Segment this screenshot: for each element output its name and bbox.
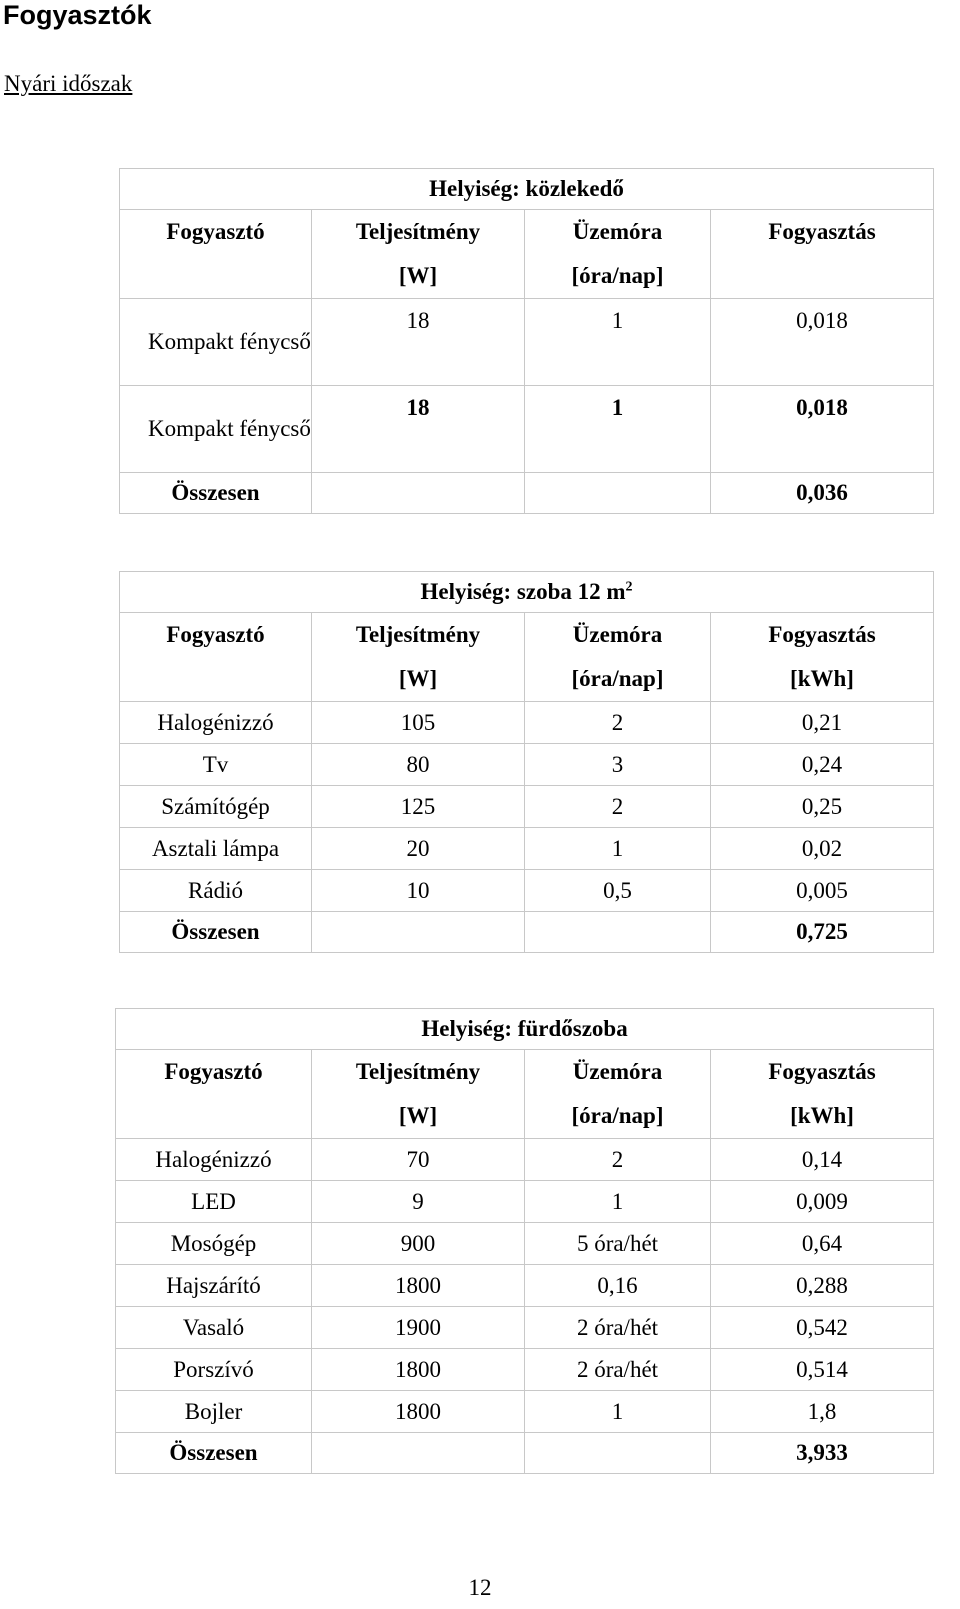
cell-power: 1800 (312, 1391, 525, 1433)
cell-name: Porszívó (116, 1349, 312, 1391)
header-power: Teljesítmény [W] (312, 613, 525, 702)
cell-power: 125 (312, 786, 525, 828)
cell-consumption: 0,514 (711, 1349, 934, 1391)
table-row (116, 1307, 934, 1349)
header-hours: Üzemóra [óra/nap] (525, 210, 711, 299)
table-row (120, 702, 934, 744)
cell-power: 20 (312, 828, 525, 870)
cell-name: Bojler (116, 1391, 312, 1433)
cell-hours: 3 (525, 744, 711, 786)
cell-power: 105 (312, 702, 525, 744)
header-consumer: Fogyasztó (120, 210, 312, 299)
consumption-table-room (119, 571, 934, 953)
cell-consumption: 0,24 (711, 744, 934, 786)
header-power: Teljesítmény [W] (312, 1050, 525, 1139)
header-consumer: Fogyasztó (120, 613, 312, 702)
cell-name: Számítógép (120, 786, 312, 828)
table-row (116, 1181, 934, 1223)
cell-power: 1800 (312, 1265, 525, 1307)
cell-hours: 2 (525, 1139, 711, 1181)
total-value: 0,725 (711, 912, 934, 953)
cell-name: Halogénizzó (116, 1139, 312, 1181)
cell-consumption: 0,21 (711, 702, 934, 744)
cell-consumption: 0,005 (711, 870, 934, 912)
header-hours: Üzemóra [óra/nap] (525, 613, 711, 702)
cell-consumption: 0,25 (711, 786, 934, 828)
cell-hours: 1 (525, 386, 711, 473)
cell-consumption: 0,542 (711, 1307, 934, 1349)
header-consumption: Fogyasztás [kWh] (711, 1050, 934, 1139)
room-title: Helyiség: fürdőszoba (116, 1009, 934, 1050)
total-label: Összesen (120, 912, 312, 953)
cell-power: 80 (312, 744, 525, 786)
table-row (120, 386, 934, 473)
cell-hours: 2 óra/hét (525, 1307, 711, 1349)
cell-name: Vasaló (116, 1307, 312, 1349)
total-label: Összesen (116, 1433, 312, 1474)
header-consumer: Fogyasztó (116, 1050, 312, 1139)
cell-consumption: 0,64 (711, 1223, 934, 1265)
table-row (116, 1265, 934, 1307)
cell-name: Mosógép (116, 1223, 312, 1265)
cell-hours: 0,5 (525, 870, 711, 912)
cell-name: Tv (120, 744, 312, 786)
cell-consumption: 0,009 (711, 1181, 934, 1223)
cell-consumption: 0,018 (711, 386, 934, 473)
table-row (116, 1223, 934, 1265)
cell-power: 9 (312, 1181, 525, 1223)
header-power: Teljesítmény [W] (312, 210, 525, 299)
cell-hours: 2 (525, 702, 711, 744)
cell-name: Asztali lámpa (120, 828, 312, 870)
total-row (116, 1433, 934, 1474)
consumption-table-hallway (119, 168, 934, 514)
cell-consumption: 0,288 (711, 1265, 934, 1307)
total-label: Összesen (120, 473, 312, 514)
header-consumption: Fogyasztás (711, 210, 934, 299)
cell-hours: 1 (525, 828, 711, 870)
cell-hours: 1 (525, 1181, 711, 1223)
cell-consumption: 0,018 (711, 299, 934, 386)
table-row (120, 299, 934, 386)
cell-power: 900 (312, 1223, 525, 1265)
cell-name: Kompakt fénycső (120, 386, 312, 473)
section-subtitle: Nyári időszak (4, 71, 133, 96)
cell-hours: 0,16 (525, 1265, 711, 1307)
cell-power: 18 (312, 299, 525, 386)
cell-consumption: 1,8 (711, 1391, 934, 1433)
cell-consumption: 0,02 (711, 828, 934, 870)
total-value: 3,933 (711, 1433, 934, 1474)
cell-consumption: 0,14 (711, 1139, 934, 1181)
table-row (116, 1349, 934, 1391)
cell-hours: 5 óra/hét (525, 1223, 711, 1265)
page-number: 12 (468, 1575, 492, 1600)
total-row (120, 473, 934, 514)
cell-hours: 1 (525, 299, 711, 386)
total-row (120, 912, 934, 953)
cell-power: 1900 (312, 1307, 525, 1349)
cell-power: 18 (312, 386, 525, 473)
page-title: Fogyasztók (3, 0, 152, 30)
cell-hours: 1 (525, 1391, 711, 1433)
cell-name: Hajszárító (116, 1265, 312, 1307)
cell-name: LED (116, 1181, 312, 1223)
consumption-table-bathroom (115, 1008, 934, 1474)
table-row (120, 744, 934, 786)
cell-hours: 2 (525, 786, 711, 828)
cell-power: 70 (312, 1139, 525, 1181)
table-row (120, 870, 934, 912)
cell-power: 1800 (312, 1349, 525, 1391)
header-hours: Üzemóra [óra/nap] (525, 1050, 711, 1139)
table-row (116, 1139, 934, 1181)
header-consumption: Fogyasztás [kWh] (711, 613, 934, 702)
table-row (120, 786, 934, 828)
cell-name: Kompakt fénycső (120, 299, 312, 386)
table-row (120, 828, 934, 870)
total-value: 0,036 (711, 473, 934, 514)
cell-name: Halogénizzó (120, 702, 312, 744)
table-row (116, 1391, 934, 1433)
cell-name: Rádió (120, 870, 312, 912)
room-title: Helyiség: közlekedő (120, 169, 934, 210)
cell-hours: 2 óra/hét (525, 1349, 711, 1391)
cell-power: 10 (312, 870, 525, 912)
room-title: Helyiség: szoba 12 $m^2$ (120, 572, 934, 613)
